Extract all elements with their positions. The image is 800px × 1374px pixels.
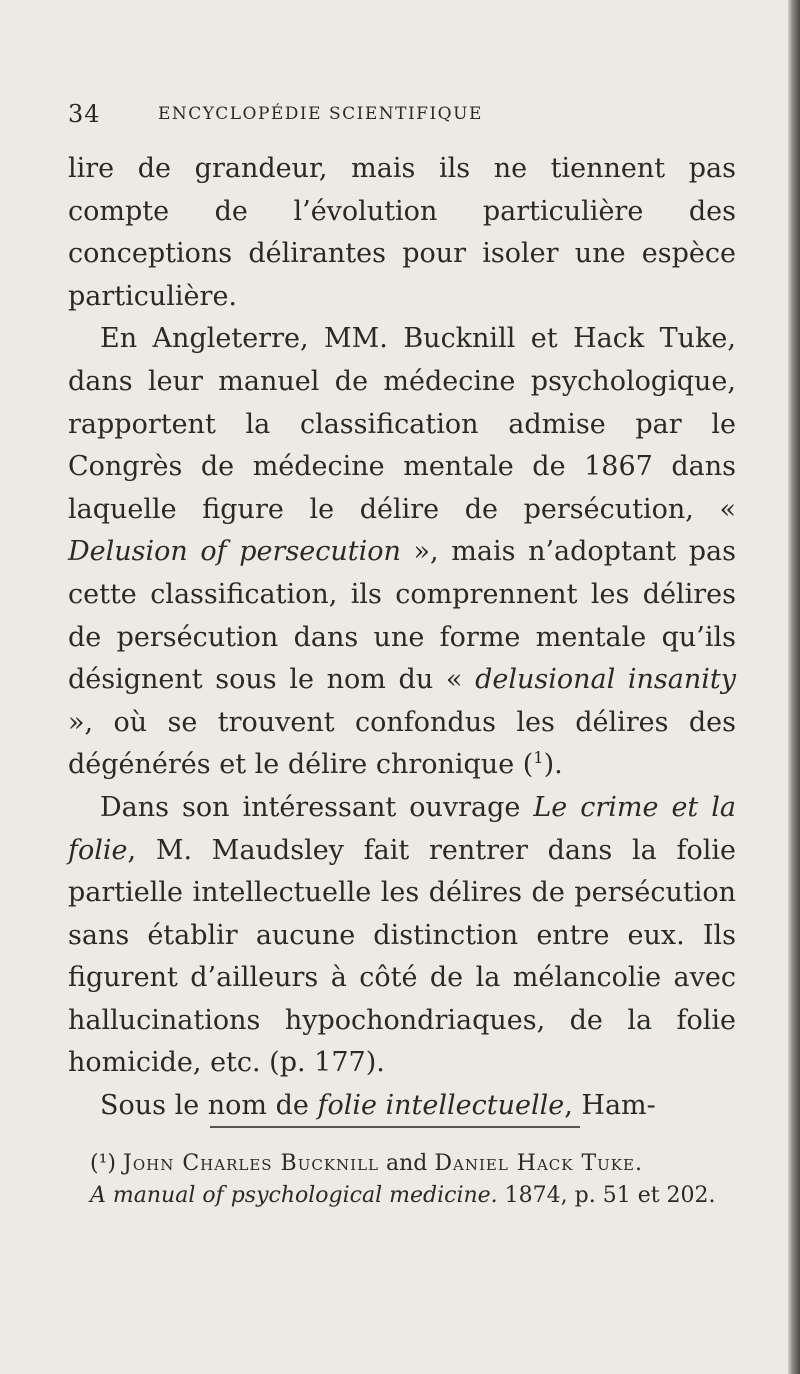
body-text bbox=[68, 148, 736, 1128]
paragraph-4-italic-1: folie intellectuelle bbox=[317, 1090, 565, 1122]
footnote-reference: 1 bbox=[533, 748, 544, 768]
footnote-authors: John Charles Bucknill bbox=[123, 1151, 379, 1176]
paragraph-4-part-1: Sous le nom de bbox=[100, 1090, 318, 1122]
paragraph-3-part-2: , M. Maudsley fait rentrer dans la folie partielle intellectuelle les délires de persécution sans établir aucune distinction entre eux. Ils figurent d’ailleurs à côté de la mélancolie avec hallucinations hypochondriaques, de la folie homicide, etc. (p. 177). bbox=[68, 834, 736, 1079]
paragraph-2-italic-2: delusional insanity bbox=[475, 664, 736, 696]
paragraph-2 bbox=[68, 318, 736, 787]
paragraph-4-part-2: , Ham- bbox=[564, 1090, 656, 1122]
footnote-authors-2: Daniel Hack Tuke. bbox=[434, 1151, 643, 1176]
paragraph-2-italic-1: Delusion of persecution bbox=[68, 536, 401, 568]
page-edge-shadow bbox=[788, 0, 800, 1374]
paragraph-2-part-1: En Angleterre, MM. Bucknill et Hack Tuke, dans leur manuel de médecine psychologique, rapportent la classification admise par le Congrès de médecine mentale de 1867 dans laquelle figure le délire de persécution, « bbox=[68, 323, 736, 525]
footnote-and: and bbox=[379, 1151, 435, 1176]
paragraph-4 bbox=[68, 1085, 736, 1128]
footnote-separator bbox=[210, 1126, 580, 1128]
footnote-details: 1874, p. 51 et 202. bbox=[497, 1183, 716, 1208]
paragraph-3-italic-1: Le crime et la folie bbox=[68, 791, 736, 866]
footnote-title: A manual of psychological medicine. bbox=[90, 1183, 498, 1208]
paragraph-2-part-4: ). bbox=[543, 749, 563, 781]
paragraph-3-part-1: Dans son intéressant ouvrage bbox=[100, 791, 534, 823]
page-header bbox=[68, 100, 688, 130]
running-title: ENCYCLOPÉDIE SCIENTIFIQUE bbox=[158, 104, 483, 124]
paragraph-1 bbox=[68, 148, 736, 318]
page-number: 34 bbox=[68, 100, 101, 128]
paragraph-3 bbox=[68, 787, 736, 1085]
paragraph-2-part-3: », où se trouvent confondus les délires des dégénérés et le délire chronique ( bbox=[68, 706, 736, 781]
footnote-marker: (¹) bbox=[90, 1151, 116, 1176]
paragraph-1-text: lire de grandeur, mais ils ne tiennent pas compte de l’évolution particulière des conceptions délirantes pour isoler une espèce particulière. bbox=[68, 153, 736, 312]
footnote bbox=[90, 1148, 740, 1212]
paragraph-2-part-2: », mais n’adoptant pas cette classification, ils comprennent les délires de persécution dans une forme mentale qu’ils désignent sous le nom du « bbox=[68, 536, 737, 696]
